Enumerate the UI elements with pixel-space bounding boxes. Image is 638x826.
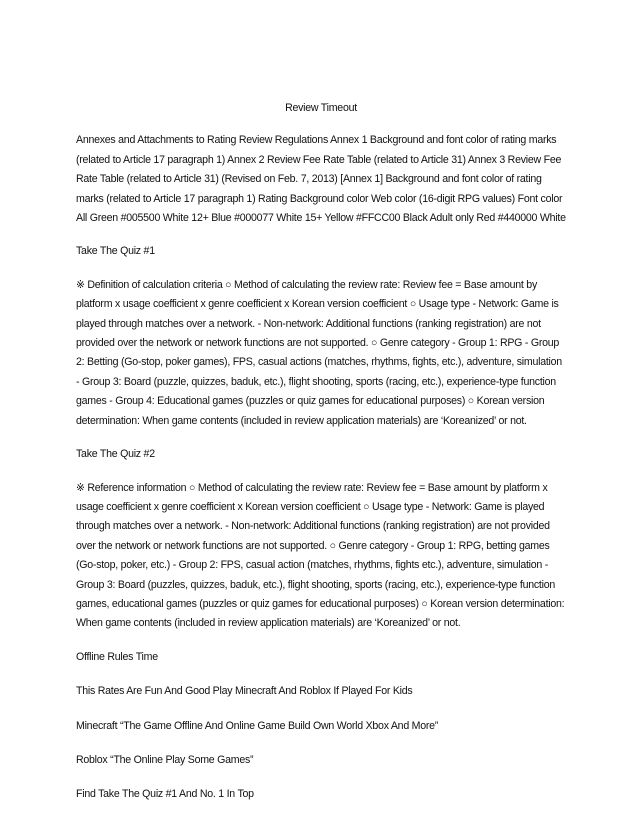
quiz1-heading: Take The Quiz #1 [76,245,155,258]
minecraft-line: Minecraft “The Game Offline And Online Game Build Own World Xbox And More” [76,719,439,732]
roblox-line: Roblox “The Online Play Some Games” [76,753,254,766]
quiz2-paragraph: ※ Reference information ○ Method of calculating the review rate: Review fee = Base amount by platform x usage coefficient x genre coefficient x Korean version coefficient ○ Usage type - Network: Game is played through matches over a network. - Non-network: Additional functions (ranking registration) are not provided over the network or network functions are not supported. ○ Genre category - Group 1: RPG, betting games (Go-stop, poker, etc.) - Group 2: FPS, casual action (matches, rhythms, fights etc.), adventure, simulation - Group 3: Board (puzzles, quizzes, baduk, etc.), flight shooting, sports (racing, etc.), experience-type function games, educational games (puzzles or quiz games for educational purposes) ○ Korean version determination: When game contents (included in review application materials) are ‘Koreanized’ or not. [76,481,565,630]
offline-rules-heading: Offline Rules Time [76,650,158,663]
rates-line: This Rates Are Fun And Good Play Minecraft And Roblox If Played For Kids [76,685,413,698]
intro-paragraph: Annexes and Attachments to Rating Review Regulations Annex 1 Background and font color of rating marks (related to Article 17 paragraph 1) Annex 2 Review Fee Rate Table (related to Article 31) Annex 3 Review Fee Rate Table (related to Article 31) (Revised on Feb. 7, 2013) [Annex 1] Background and font color of rating marks (related to Article 17 paragraph 1) Rating Background color Web color (16-digit RPG values) Font color All Green #005500 White 12+ Blue #000077 White 15+ Yellow #FFCC00 Black Adult only Red #440000 White [76,134,566,225]
quiz2-heading: Take The Quiz #2 [76,448,155,461]
quiz1-paragraph: ※ Definition of calculation criteria ○ Method of calculating the review rate: Review fee = Base amount by platform x usage coefficient x genre coefficient x Korean version coefficient ○ Usage type - Network: Game is played through matches over a network. - Non-network: Additional functions (ranking registration) are not provided over the network or network functions are not supported. ○ Genre category - Group 1: RPG - Group 2: Betting (Go-stop, poker games), FPS, casual actions (matches, rhythms, fights, etc.), adventure, simulation - Group 3: Board (puzzle, quizzes, baduk, etc.), flight shooting, sports (racing, etc.), experience-type function games - Group 4: Educational games (puzzles or quiz games for educational purposes) ○ Korean version determination: When game contents (included in review application materials) are ‘Koreanized’ or not. [76,278,562,427]
document-content [76,99,566,820]
find-quiz-line: Find Take The Quiz #1 And No. 1 In Top [76,788,254,801]
document-title: Review Timeout [285,102,357,114]
